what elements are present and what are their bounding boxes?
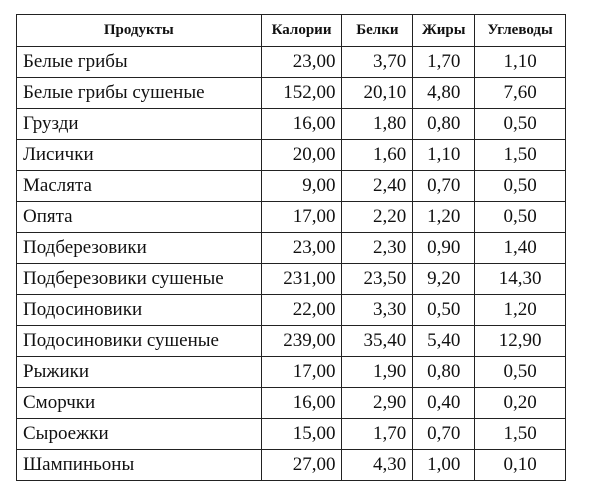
protein-cell: 35,40 [342, 326, 413, 357]
protein-cell: 1,70 [342, 419, 413, 450]
header-protein: Белки [342, 15, 413, 47]
calories-cell: 15,00 [261, 419, 342, 450]
fat-cell: 0,40 [413, 388, 475, 419]
fat-cell: 1,00 [413, 450, 475, 481]
carbs-cell: 0,50 [475, 357, 566, 388]
product-name-cell: Опята [17, 202, 262, 233]
carbs-cell: 12,90 [475, 326, 566, 357]
header-products: Продукты [17, 15, 262, 47]
fat-cell: 9,20 [413, 264, 475, 295]
carbs-cell: 0,50 [475, 171, 566, 202]
calories-cell: 239,00 [261, 326, 342, 357]
protein-cell: 4,30 [342, 450, 413, 481]
protein-cell: 1,60 [342, 140, 413, 171]
protein-cell: 23,50 [342, 264, 413, 295]
carbs-cell: 1,40 [475, 233, 566, 264]
protein-cell: 2,40 [342, 171, 413, 202]
table-body [17, 47, 566, 481]
protein-cell: 3,30 [342, 295, 413, 326]
protein-cell: 1,90 [342, 357, 413, 388]
fat-cell: 5,40 [413, 326, 475, 357]
fat-cell: 0,70 [413, 171, 475, 202]
product-name-cell: Рыжики [17, 357, 262, 388]
table-row [17, 264, 566, 295]
product-name-cell: Маслята [17, 171, 262, 202]
product-name-cell: Подосиновики сушеные [17, 326, 262, 357]
fat-cell: 0,90 [413, 233, 475, 264]
product-name-cell: Грузди [17, 109, 262, 140]
fat-cell: 0,80 [413, 357, 475, 388]
product-name-cell: Белые грибы сушеные [17, 78, 262, 109]
product-name-cell: Белые грибы [17, 47, 262, 78]
product-name-cell: Подберезовики [17, 233, 262, 264]
calories-cell: 27,00 [261, 450, 342, 481]
table-row [17, 47, 566, 78]
protein-cell: 20,10 [342, 78, 413, 109]
calories-cell: 231,00 [261, 264, 342, 295]
fat-cell: 0,70 [413, 419, 475, 450]
carbs-cell: 1,50 [475, 140, 566, 171]
fat-cell: 0,50 [413, 295, 475, 326]
product-name-cell: Подберезовики сушеные [17, 264, 262, 295]
protein-cell: 2,30 [342, 233, 413, 264]
table-row [17, 78, 566, 109]
product-name-cell: Подосиновики [17, 295, 262, 326]
table-row [17, 109, 566, 140]
table-row [17, 202, 566, 233]
calories-cell: 17,00 [261, 202, 342, 233]
carbs-cell: 0,10 [475, 450, 566, 481]
calories-cell: 20,00 [261, 140, 342, 171]
carbs-cell: 1,10 [475, 47, 566, 78]
product-name-cell: Сморчки [17, 388, 262, 419]
header-row [17, 15, 566, 47]
table-header [17, 15, 566, 47]
fat-cell: 1,20 [413, 202, 475, 233]
carbs-cell: 0,50 [475, 109, 566, 140]
table-row [17, 419, 566, 450]
table-row [17, 233, 566, 264]
fat-cell: 1,70 [413, 47, 475, 78]
table-row [17, 357, 566, 388]
header-calories: Калории [261, 15, 342, 47]
carbs-cell: 0,20 [475, 388, 566, 419]
carbs-cell: 0,50 [475, 202, 566, 233]
product-name-cell: Сыроежки [17, 419, 262, 450]
protein-cell: 2,20 [342, 202, 413, 233]
calories-cell: 16,00 [261, 388, 342, 419]
calories-cell: 23,00 [261, 233, 342, 264]
table-row [17, 388, 566, 419]
fat-cell: 1,10 [413, 140, 475, 171]
nutrition-table [16, 14, 566, 481]
table-row [17, 295, 566, 326]
protein-cell: 2,90 [342, 388, 413, 419]
calories-cell: 22,00 [261, 295, 342, 326]
carbs-cell: 14,30 [475, 264, 566, 295]
table-row [17, 171, 566, 202]
calories-cell: 152,00 [261, 78, 342, 109]
protein-cell: 3,70 [342, 47, 413, 78]
calories-cell: 16,00 [261, 109, 342, 140]
header-fat: Жиры [413, 15, 475, 47]
table-row [17, 140, 566, 171]
calories-cell: 23,00 [261, 47, 342, 78]
calories-cell: 17,00 [261, 357, 342, 388]
carbs-cell: 7,60 [475, 78, 566, 109]
fat-cell: 4,80 [413, 78, 475, 109]
table-row [17, 326, 566, 357]
fat-cell: 0,80 [413, 109, 475, 140]
document-page [16, 14, 566, 481]
product-name-cell: Шампиньоны [17, 450, 262, 481]
carbs-cell: 1,50 [475, 419, 566, 450]
calories-cell: 9,00 [261, 171, 342, 202]
product-name-cell: Лисички [17, 140, 262, 171]
header-carbs: Углеводы [475, 15, 566, 47]
protein-cell: 1,80 [342, 109, 413, 140]
table-row [17, 450, 566, 481]
carbs-cell: 1,20 [475, 295, 566, 326]
